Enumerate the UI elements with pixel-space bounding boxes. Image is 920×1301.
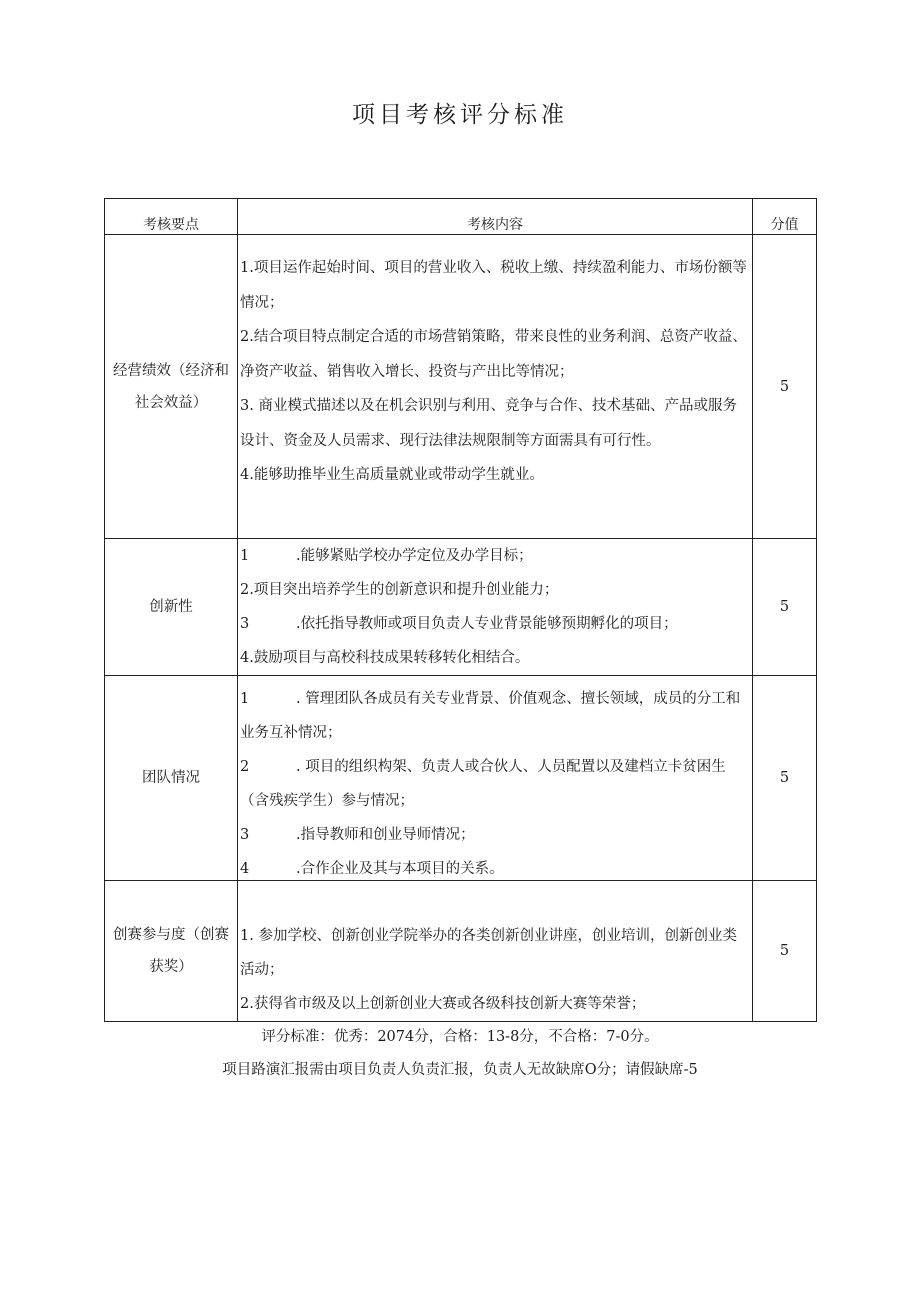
table-header-row <box>105 199 817 235</box>
content-item: 2 . 项目的组织构架、负责人或合伙人、人员配置以及建档立卡贫困生（含残疾学生）参与情况； <box>240 759 726 809</box>
header-content: 考核内容 <box>238 199 753 235</box>
content-item: 1 .能够紧贴学校办学定位及办学目标； <box>240 548 533 564</box>
category-cell: 经营绩效（经济和社会效益） <box>105 235 238 539</box>
scoring-note: 评分标准：优秀：2074分，合格：13-8分，不合格：7-0分。 <box>261 1029 659 1045</box>
roadshow-note: 项目路演汇报需由项目负责人负责汇报，负责人无故缺席O分；请假缺席-5 <box>222 1062 698 1078</box>
score-cell: 5 <box>753 235 817 539</box>
score-cell: 5 <box>753 539 817 676</box>
content-cell <box>238 676 753 881</box>
score-cell: 5 <box>753 881 817 1022</box>
content-item: 1.项目运作起始时间、项目的营业收入、税收上缴、持续盈利能力、市场份额等情况； <box>240 260 747 311</box>
content-item: 3 .指导教师和创业导师情况； <box>240 827 475 843</box>
table-row <box>105 881 817 1022</box>
header-point: 考核要点 <box>105 199 238 235</box>
content-item: 4 .合作企业及其与本项目的关系。 <box>240 861 504 877</box>
content-item: 2.结合项目特点制定合适的市场营销策略，带来良性的业务利润、总资产收益、净资产收益、销售收入增长、投资与产出比等情况； <box>240 329 747 380</box>
table-row <box>105 676 817 881</box>
category-cell: 创赛参与度（创赛获奖） <box>105 881 238 1022</box>
content-item: 4.能够助推毕业生高质量就业或带动学生就业。 <box>240 467 544 483</box>
category-cell: 创新性 <box>105 539 238 676</box>
table-row <box>105 235 817 539</box>
content-item: 1 . 管理团队各成员有关专业背景、价值观念、擅长领域，成员的分工和业务互补情况； <box>240 691 741 741</box>
content-item: 2.获得省市级及以上创新创业大赛或各级科技创新大赛等荣誉； <box>240 996 646 1012</box>
score-cell: 5 <box>753 676 817 881</box>
content-item: 1. 参加学校、创新创业学院举办的各类创新创业讲座，创业培训，创新创业类活动； <box>240 928 737 978</box>
category-cell: 团队情况 <box>105 676 238 881</box>
content-cell <box>238 881 753 1022</box>
content-item: 2.项目突出培养学生的创新意识和提升创业能力； <box>240 582 559 598</box>
content-cell <box>238 539 753 676</box>
table-row <box>105 539 817 676</box>
content-item: 3 .依托指导教师或项目负责人专业背景能够预期孵化的项目； <box>240 616 678 632</box>
scoring-table <box>104 198 817 1022</box>
header-score: 分值 <box>753 199 817 235</box>
content-cell <box>238 235 753 539</box>
content-item: 3. 商业模式描述以及在机会识别与利用、竞争与合作、技术基础、产品或服务设计、资金及人员需求、现行法律法规限制等方面需具有可行性。 <box>240 398 737 449</box>
page-title: 项目考核评分标准 <box>352 102 568 128</box>
content-item: 4.鼓励项目与高校科技成果转移转化相结合。 <box>240 650 530 666</box>
